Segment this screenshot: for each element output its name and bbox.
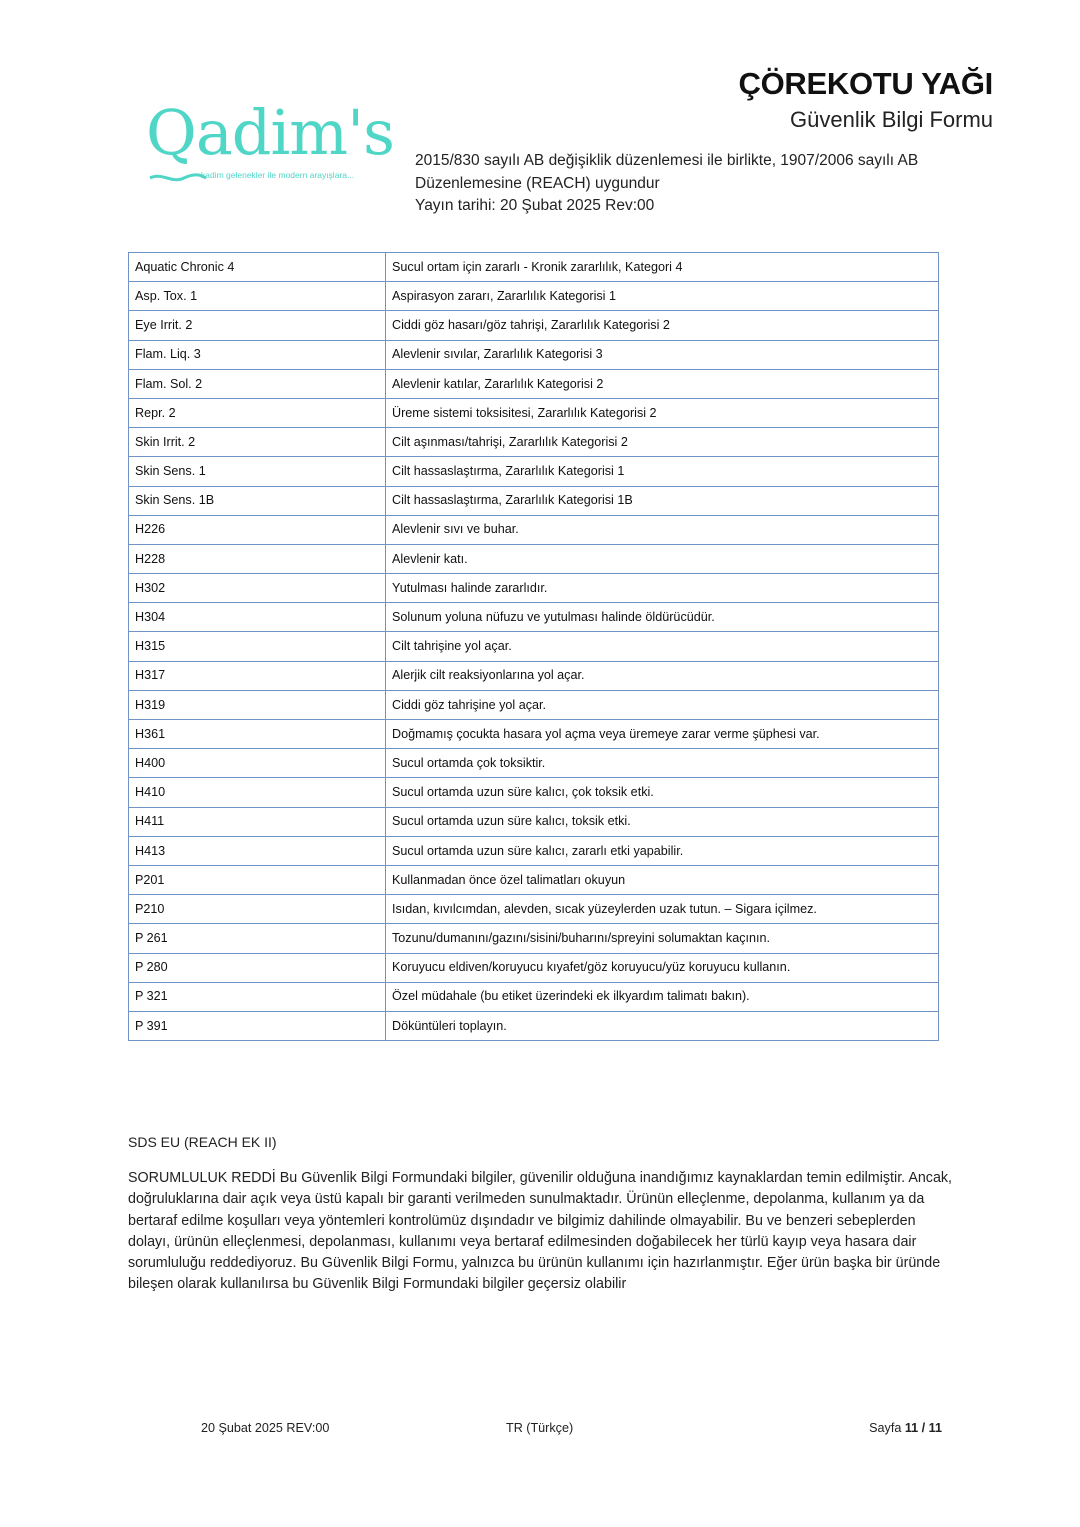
hazard-description-cell: Ciddi göz hasarı/göz tahrişi, Zararlılık Kategorisi 2 bbox=[386, 311, 939, 340]
table-row bbox=[129, 311, 939, 340]
hazard-description-cell: Ciddi göz tahrişine yol açar. bbox=[386, 690, 939, 719]
logo-wordmark: Qadim's bbox=[146, 96, 394, 169]
footer-date-revision: 20 Şubat 2025 REV:00 bbox=[201, 1421, 330, 1435]
table-row bbox=[129, 369, 939, 398]
regulation-line: 2015/830 sayılı AB değişiklik düzenlemesi ile birlikte, 1907/2006 sayılı AB bbox=[415, 152, 919, 169]
hazard-description-cell: Cilt hassaslaştırma, Zararlılık Kategorisi 1 bbox=[386, 457, 939, 486]
hazard-code-cell: H400 bbox=[129, 749, 386, 778]
hazard-code-cell: H228 bbox=[129, 544, 386, 573]
table-row bbox=[129, 544, 939, 573]
hazard-code-cell: H304 bbox=[129, 603, 386, 632]
hazard-description-cell: Doğmamış çocukta hasara yol açma veya üremeye zarar verme şüphesi var. bbox=[386, 720, 939, 749]
hazard-code-cell: H302 bbox=[129, 574, 386, 603]
table-row bbox=[129, 953, 939, 982]
hazard-description-cell: Sucul ortamda uzun süre kalıcı, zararlı etki yapabilir. bbox=[386, 836, 939, 865]
hazard-code-cell: H361 bbox=[129, 720, 386, 749]
table-row bbox=[129, 253, 939, 282]
hazard-description-cell: Koruyucu eldiven/koruyucu kıyafet/göz koruyucu/yüz koruyucu kullanın. bbox=[386, 953, 939, 982]
table-row bbox=[129, 690, 939, 719]
table-row bbox=[129, 661, 939, 690]
hazard-description-cell: Sucul ortamda çok toksiktir. bbox=[386, 749, 939, 778]
page-total: 11 bbox=[928, 1421, 942, 1435]
table-row bbox=[129, 895, 939, 924]
document-subtitle: Güvenlik Bilgi Formu bbox=[790, 107, 993, 132]
hazard-description-cell: Kullanmadan önce özel talimatları okuyun bbox=[386, 865, 939, 894]
sds-label: SDS EU (REACH EK II) bbox=[128, 1134, 277, 1150]
table-row bbox=[129, 778, 939, 807]
hazard-description-cell: Cilt aşınması/tahrişi, Zararlılık Kategorisi 2 bbox=[386, 428, 939, 457]
hazard-description-cell: Solunum yoluna nüfuzu ve yutulması halinde öldürücüdür. bbox=[386, 603, 939, 632]
hazard-description-cell: Sucul ortamda uzun süre kalıcı, çok toksik etki. bbox=[386, 778, 939, 807]
table-row bbox=[129, 603, 939, 632]
table-row bbox=[129, 515, 939, 544]
hazard-code-cell: P 321 bbox=[129, 982, 386, 1011]
hazard-code-cell: Skin Sens. 1 bbox=[129, 457, 386, 486]
hazard-code-cell: Eye Irrit. 2 bbox=[129, 311, 386, 340]
logo-wave-icon bbox=[148, 172, 208, 184]
hazard-code-cell: Flam. Sol. 2 bbox=[129, 369, 386, 398]
hazard-description-cell: Döküntüleri toplayın. bbox=[386, 1011, 939, 1040]
hazard-code-cell: Asp. Tox. 1 bbox=[129, 282, 386, 311]
hazard-code-cell: H315 bbox=[129, 632, 386, 661]
footer-language: TR (Türkçe) bbox=[506, 1421, 574, 1435]
hazard-code-cell: Repr. 2 bbox=[129, 398, 386, 427]
hazard-code-cell: H226 bbox=[129, 515, 386, 544]
hazard-description-cell: Üreme sistemi toksisitesi, Zararlılık Kategorisi 2 bbox=[386, 398, 939, 427]
table-row bbox=[129, 865, 939, 894]
table-row bbox=[129, 982, 939, 1011]
hazard-description-cell: Özel müdahale (bu etiket üzerindeki ek ilkyardım talimatı bakın). bbox=[386, 982, 939, 1011]
hazard-code-cell: P201 bbox=[129, 865, 386, 894]
hazard-description-cell: Sucul ortam için zararlı - Kronik zararlılık, Kategori 4 bbox=[386, 253, 939, 282]
hazard-description-cell: Isıdan, kıvılcımdan, alevden, sıcak yüzeylerden uzak tutun. – Sigara içilmez. bbox=[386, 895, 939, 924]
hazard-code-cell: H411 bbox=[129, 807, 386, 836]
hazard-code-cell: P 391 bbox=[129, 1011, 386, 1040]
hazard-code-cell: Aquatic Chronic 4 bbox=[129, 253, 386, 282]
hazard-code-cell: Skin Sens. 1B bbox=[129, 486, 386, 515]
hazard-description-cell: Sucul ortamda uzun süre kalıcı, toksik etki. bbox=[386, 807, 939, 836]
hazard-description-cell: Alevlenir katı. bbox=[386, 544, 939, 573]
logo-tagline: kadim gelenekler ile modern arayışlara... bbox=[201, 170, 355, 180]
hazard-code-cell: H319 bbox=[129, 690, 386, 719]
hazard-description-cell: Cilt tahrişine yol açar. bbox=[386, 632, 939, 661]
disclaimer-paragraph: SORUMLULUK REDDİ Bu Güvenlik Bilgi Formundaki bilgiler, güvenilir olduğuna inandığımız kaynaklardan temin edilmiştir. Ancak, doğruluklarına dair açık veya üstü kapalı bir garanti verilmeden sunulmaktadır. Ürünün elleçlenme, depolanma, kullanım ya da bertaraf edilme koşulları veya yöntemleri kontrolümüz dışındadır ve bilgimiz dahilinde olmayabilir. Bu ve benzeri sebeplerden dolayı, ürünün elleçlenmesi, depolanması, kullanımı veya bertaraf edilmesinden doğabilecek her türlü kayıp veya hasara dair sorumluluğu reddediyoruz. Bu Güvenlik Bilgi Formu, yalnızca bu ürünün kullanımı için hazırlanmıştır. Eğer ürün başka bir üründe bileşen olarak kullanılırsa bu Güvenlik Bilgi Formundaki bilgiler geçersiz olabilir bbox=[128, 1170, 953, 1293]
hazard-description-cell: Cilt hassaslaştırma, Zararlılık Kategorisi 1B bbox=[386, 486, 939, 515]
hazard-code-cell: H317 bbox=[129, 661, 386, 690]
regulation-info bbox=[415, 150, 918, 218]
table-row bbox=[129, 836, 939, 865]
hazard-code-cell: Skin Irrit. 2 bbox=[129, 428, 386, 457]
table-row bbox=[129, 749, 939, 778]
publication-date: Yayın tarihi: 20 Şubat 2025 Rev:00 bbox=[415, 197, 655, 214]
hazard-description-cell: Yutulması halinde zararlıdır. bbox=[386, 574, 939, 603]
hazard-description-cell: Tozunu/dumanını/gazını/sisini/buharını/spreyini solumaktan kaçının. bbox=[386, 924, 939, 953]
table-row bbox=[129, 924, 939, 953]
hazard-code-cell: P 280 bbox=[129, 953, 386, 982]
table-row bbox=[129, 807, 939, 836]
hazard-code-cell: P210 bbox=[129, 895, 386, 924]
table-row bbox=[129, 457, 939, 486]
page-current: 11 bbox=[904, 1421, 919, 1435]
company-logo bbox=[146, 96, 394, 188]
hazard-code-cell: P 261 bbox=[129, 924, 386, 953]
table-row bbox=[129, 282, 939, 311]
table-row bbox=[129, 720, 939, 749]
regulation-line: Düzenlemesine (REACH) uygundur bbox=[415, 174, 660, 192]
table-row bbox=[129, 340, 939, 369]
hazard-description-cell: Alevlenir sıvılar, Zararlılık Kategorisi 3 bbox=[386, 340, 939, 369]
table-row bbox=[129, 398, 939, 427]
page-label: Sayfa bbox=[869, 1421, 902, 1435]
table-row bbox=[129, 574, 939, 603]
hazard-code-cell: H410 bbox=[129, 778, 386, 807]
footer-page-number: Sayfa 11 / 11 bbox=[869, 1421, 942, 1435]
table-row bbox=[129, 428, 939, 457]
hazard-code-cell: Flam. Liq. 3 bbox=[129, 340, 386, 369]
table-row bbox=[129, 486, 939, 515]
table-row bbox=[129, 632, 939, 661]
hazard-description-cell: Aspirasyon zararı, Zararlılık Kategorisi 1 bbox=[386, 282, 939, 311]
hazard-description-cell: Alevlenir katılar, Zararlılık Kategorisi 2 bbox=[386, 369, 939, 398]
table-row bbox=[129, 1011, 939, 1040]
document-title: ÇÖREKOTU YAĞI bbox=[738, 66, 993, 101]
hazard-description-cell: Alerjik cilt reaksiyonlarına yol açar. bbox=[386, 661, 939, 690]
hazard-code-cell: H413 bbox=[129, 836, 386, 865]
hazard-codes-table bbox=[128, 252, 939, 1041]
hazard-description-cell: Alevlenir sıvı ve buhar. bbox=[386, 515, 939, 544]
